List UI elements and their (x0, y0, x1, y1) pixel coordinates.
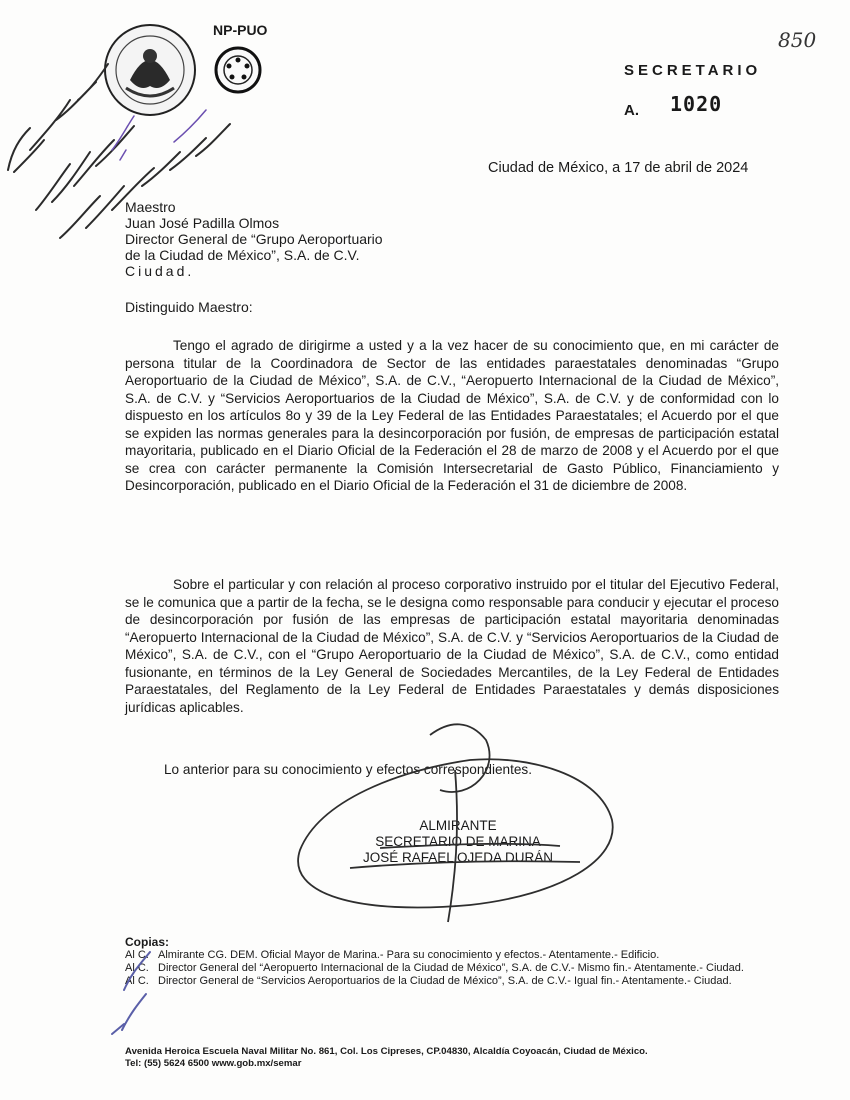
addressee-block (125, 199, 383, 279)
copy-item (125, 975, 785, 988)
copy-text: Director General de “Servicios Aeroportuarios de la Ciudad de México”, S.A. de C.V.- Igual fin.- Atentamente.- Ciudad. (158, 975, 732, 987)
copy-prefix: Al C. (125, 949, 149, 961)
document-code: NP-PUO (213, 22, 268, 38)
footer-address: Avenida Heroica Escuela Naval Militar No. 861, Col. Los Cipreses, CP.04830, Alcaldía Coyoacán, Ciudad de México. (125, 1046, 648, 1057)
date-line: Ciudad de México, a 17 de abril de 2024 (488, 160, 749, 176)
footer-contact: Tel: (55) 5624 6500 www.gob.mx/semar (125, 1058, 302, 1069)
copies-block (125, 936, 785, 988)
copy-item (125, 949, 785, 962)
signer-rank: ALMIRANTE (419, 818, 497, 833)
addressee-line: Juan José Padilla Olmos (125, 215, 280, 231)
copy-text: Almirante CG. DEM. Oficial Mayor de Marina.- Para su conocimiento y efectos.- Atentamente.- Edificio. (158, 949, 660, 961)
department-label: SECRETARIO (624, 62, 762, 79)
copies-title: Copias: (125, 935, 170, 949)
copy-prefix: Al C. (125, 962, 149, 974)
addressee-line: Director General de “Grupo Aeroportuario (125, 231, 383, 247)
oficio-number: 1020 (670, 92, 723, 116)
body-paragraph-2 (125, 576, 779, 716)
oficio-prefix: A. (624, 102, 639, 119)
copy-item (125, 962, 785, 975)
copy-text: Director General del “Aeropuerto Internacional de la Ciudad de México”, S.A. de C.V.- Mismo fin.- Atentamente.- Ciudad. (158, 962, 744, 974)
paragraph-text: Tengo el agrado de dirigirme a usted y a la vez hacer de su conocimiento que, en mi carácter de persona titular de la Coordinadora de Sector de las entidades paraestatales denominadas “Grupo Aeroportuario de la Ciudad de México”, S.A. de C.V., “Aeropuerto Internacional de la Ciudad de México”, S.A. de C.V. y “Servicios Aeroportuarios de la Ciudad de México”, S.A. de C.V. y de conformidad con lo dispuesto en los artículos 8o y 39 de la Ley Federal de las Entidades Paraestatales; el Acuerdo por el que se expiden las normas generales para la desincorporación por fusión, de empresas de participación estatal mayoritaria, publicado en el Diario Oficial de la Federación el 28 de marzo de 2008 y el Acuerdo por el que se crea con carácter permanente la Comisión Intersecretarial de Gasto Público, Financiamiento y Desincorporación, publicado en el Diario Oficial de la Federación el 31 de diciembre de 2008. (125, 338, 779, 493)
paragraph-text: Sobre el particular y con relación al proceso corporativo instruido por el titular del Ejecutivo Federal, se le comunica que a partir de la fecha, se le designa como responsable para conducir y ejecutar el proceso de desincorporación por fusión de las empresas de participación estatal mayoritaria denominadas “Aeropuerto Internacional de la Ciudad de México”, S.A. de C.V. y “Servicios Aeroportuarios de la Ciudad de México”, S.A. de C.V., con el “Grupo Aeroportuario de la Ciudad de México”, S.A. de C.V., como entidad fusionante, en términos de la Ley General de Sociedades Mercantiles, de la Ley Federal de Entidades Paraestatales, del Reglamento de la Ley Federal de Entidades Paraestatales y demás disposiciones jurídicas aplicables. (125, 577, 779, 715)
salutation: Distinguido Maestro: (125, 299, 253, 315)
addressee-line: Ciudad. (125, 263, 195, 279)
body-paragraph-1 (125, 337, 779, 495)
signer-name: JOSÉ RAFAEL OJEDA DURÁN (362, 850, 554, 865)
body-paragraph-3: Lo anterior para su conocimiento y efectos correspondientes. (164, 762, 532, 777)
footer (125, 1046, 648, 1070)
addressee-line: de la Ciudad de México”, S.A. de C.V. (125, 247, 360, 263)
handwritten-number: 850 (778, 28, 817, 52)
signer-title: SECRETARIO DE MARINA (375, 834, 541, 849)
signature-block (323, 818, 593, 866)
copy-prefix: Al C. (125, 975, 149, 987)
mexico-seal-icon (105, 25, 195, 115)
addressee-line: Maestro (125, 199, 176, 215)
marina-seal-icon (216, 48, 260, 92)
